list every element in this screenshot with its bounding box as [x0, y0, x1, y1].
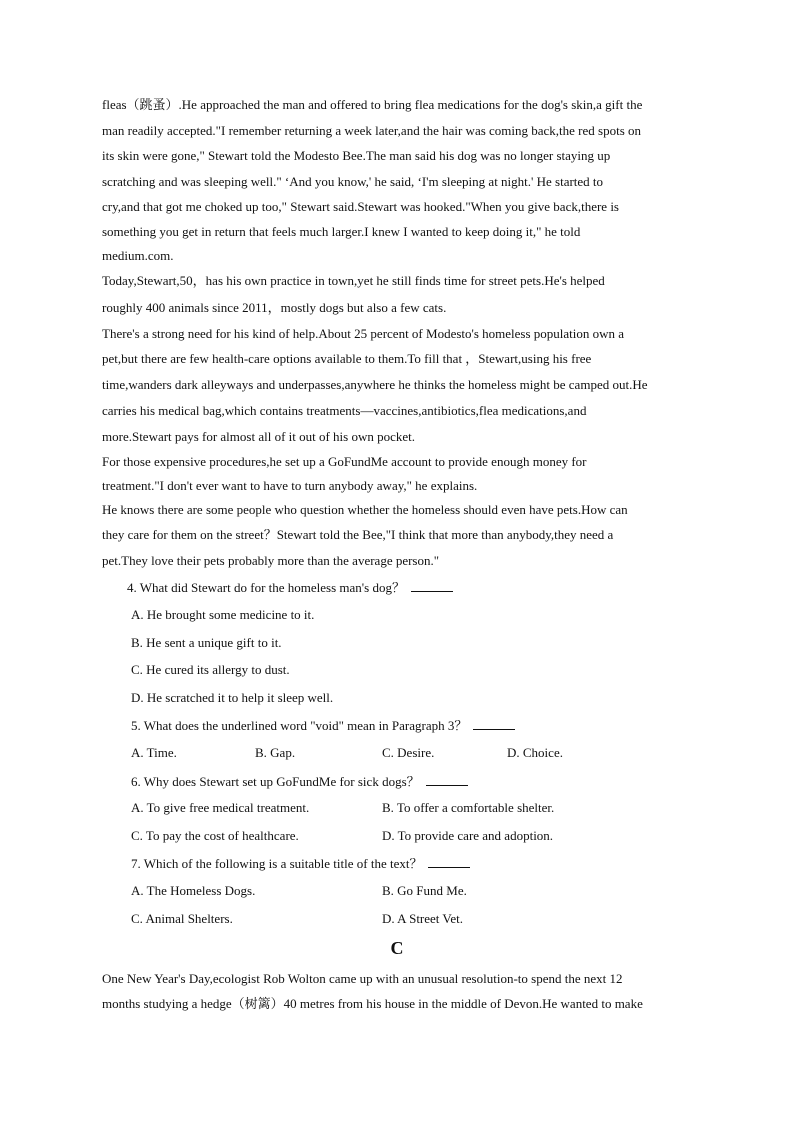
- passage-line: medium.com.: [102, 248, 174, 263]
- passage-line: pet.They love their pets probably more than the average person.": [102, 553, 440, 568]
- question-stem: [131, 717, 515, 734]
- question-text: 5. What does the underlined word "void" mean in Paragraph 3？: [131, 718, 468, 733]
- option-c[interactable]: C. He cured its allergy to dust.: [131, 662, 290, 677]
- answer-blank[interactable]: [428, 855, 470, 868]
- passage-line: time,wanders dark alleyways and underpasses,anywhere he thinks the homeless might be camped out.He: [102, 377, 648, 392]
- option-d[interactable]: D. A Street Vet.: [382, 911, 464, 926]
- question-stem: [127, 579, 453, 596]
- passage-line: treatment."I don't ever want to have to turn anybody away," he explains.: [102, 478, 478, 493]
- option-a[interactable]: A. He brought some medicine to it.: [131, 607, 315, 622]
- option-d[interactable]: D. He scratched it to help it sleep well.: [131, 690, 334, 705]
- passage-line: its skin were gone," Stewart told the Modesto Bee.The man said his dog was no longer staying up: [102, 148, 611, 163]
- passage-line: carries his medical bag,which contains treatments—vaccines,antibiotics,flea medications,and: [102, 403, 587, 418]
- option-d[interactable]: D. To provide care and adoption.: [382, 828, 554, 843]
- passage-line: something you get in return that feels much larger.I knew I wanted to keep doing it," he told: [102, 224, 581, 239]
- passage-line: fleas（跳蚤）.He approached the man and offered to bring flea medications for the dog's skin,a gift the: [102, 97, 643, 112]
- passage-line: roughly 400 animals since 2011，mostly dogs but also a few cats.: [102, 300, 447, 315]
- option-c[interactable]: C. Desire.: [382, 745, 435, 760]
- passage-line: months studying a hedge（树篱）40 metres from his house in the middle of Devon.He wanted to make: [102, 996, 643, 1011]
- option-d[interactable]: D. Choice.: [507, 745, 563, 760]
- passage-line: pet,but there are few health-care options available to them.To fill that ，Stewart,using his free: [102, 351, 592, 366]
- passage-line: Today,Stewart,50，has his own practice in town,yet he still finds time for street pets.He's helped: [102, 273, 605, 288]
- option-c[interactable]: C. Animal Shelters.: [131, 911, 233, 926]
- option-a[interactable]: A. Time.: [131, 745, 177, 760]
- passage-line: scratching and was sleeping well." ‘And you know,' he said, ‘I'm sleeping at night.' He started to: [102, 174, 604, 189]
- option-a[interactable]: A. The Homeless Dogs.: [131, 883, 256, 898]
- question-text: 7. Which of the following is a suitable title of the text？: [131, 856, 423, 871]
- passage-line: man readily accepted."I remember returning a week later,and the hair was coming back,the red spots on: [102, 123, 642, 138]
- option-c[interactable]: C. To pay the cost of healthcare.: [131, 828, 299, 843]
- passage-line: they care for them on the street？Stewart told the Bee,"I think that more than anybody,they need a: [102, 527, 614, 542]
- question-text: 4. What did Stewart do for the homeless man's dog？: [127, 580, 405, 595]
- option-b[interactable]: B. Go Fund Me.: [382, 883, 467, 898]
- question-stem: [131, 855, 470, 872]
- passage-line: For those expensive procedures,he set up a GoFundMe account to provide enough money for: [102, 454, 587, 469]
- answer-blank[interactable]: [411, 579, 453, 592]
- option-a[interactable]: A. To give free medical treatment.: [131, 800, 310, 815]
- option-b[interactable]: B. Gap.: [255, 745, 296, 760]
- passage-line: One New Year's Day,ecologist Rob Wolton came up with an unusual resolution-to spend the next 12: [102, 971, 623, 986]
- passage-line: He knows there are some people who question whether the homeless should even have pets.How can: [102, 502, 628, 517]
- section-heading: C: [390, 938, 404, 958]
- answer-blank[interactable]: [426, 773, 468, 786]
- passage-line: There's a strong need for his kind of help.About 25 percent of Modesto's homeless population own a: [102, 326, 625, 341]
- option-b[interactable]: B. To offer a comfortable shelter.: [382, 800, 555, 815]
- question-stem: [131, 773, 468, 790]
- question-text: 6. Why does Stewart set up GoFundMe for sick dogs？: [131, 774, 420, 789]
- option-b[interactable]: B. He sent a unique gift to it.: [131, 635, 282, 650]
- passage-line: cry,and that got me choked up too," Stewart said.Stewart was hooked."When you give back,there is: [102, 199, 619, 214]
- answer-blank[interactable]: [473, 717, 515, 730]
- passage-line: more.Stewart pays for almost all of it out of his own pocket.: [102, 429, 416, 444]
